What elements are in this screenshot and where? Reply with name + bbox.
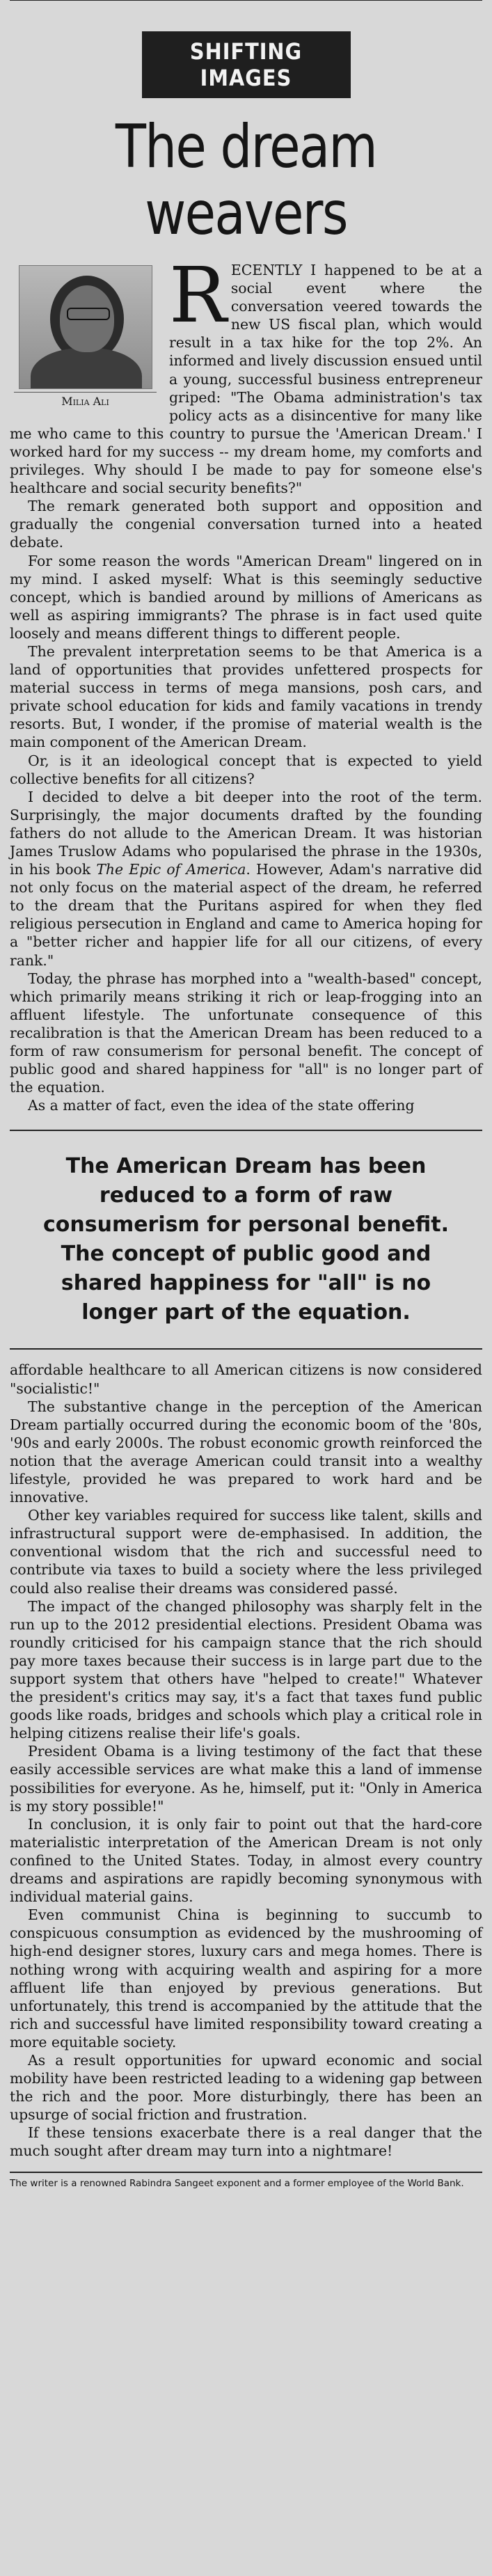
paragraph: In conclusion, it is only fair to point out that the hard-core materialistic interpretation of the American Dream is not only confined to the United States. Today, in almost every country dreams and aspirations are rapidly becoming synonymous with individual material gains. bbox=[10, 1815, 482, 1906]
paragraph: affordable healthcare to all American citizens is now considered "socialistic!" bbox=[10, 1361, 482, 1397]
section-tag: SHIFTING IMAGES bbox=[142, 31, 351, 98]
author-footnote: The writer is a renowned Rabindra Sangeet exponent and a former employee of the World Bank. bbox=[10, 2177, 464, 2189]
article-title: The dream weavers bbox=[115, 112, 377, 248]
paragraph: Other key variables required for success like talent, skills and infrastructural support were de-emphasised. In addition, the conventional wisdom that the rich and successful need to contribute via taxes to build a society where the less privileged could also realise their dreams was considered passé. bbox=[10, 1507, 482, 1597]
paragraph: I decided to delve a bit deeper into the root of the term. Surprisingly, the major documents drafted by the founding fathers do not allude to the American Dream. It was historian James Truslow Adams who popularised the phrase in the 1930s, in his book The Epic of America. However, Adam's narrative did not only focus on the material aspect of the dream, he referred to the dream that the Puritans aspired for when they fled religious persecution in England and came to America hoping for a "better richer and happier life for all our citizens, of every rank." bbox=[10, 788, 482, 969]
paragraph: Even communist China is beginning to succumb to conspicuous consumption as evidenced by the mushrooming of high-end designer stores, luxury cars and mega homes. There is nothing wrong with acquiring wealth and aspiring for a more affluent life than enjoyed by previous generations. But unfortunately, this trend is accompanied by the attitude that the rich and successful have limited responsibility toward creating a more equitable society. bbox=[10, 1906, 482, 2050]
article-body bbox=[10, 251, 482, 2160]
paragraph: If these tensions exacerbate there is a real danger that the much sought after dream may turn into a nightmare! bbox=[10, 2124, 482, 2160]
paragraph: As a result opportunities for upward economic and social mobility have been restricted leading to a widening gap between the rich and the poor. More disturbingly, there has been an upsurge of social friction and frustration. bbox=[10, 2051, 482, 2124]
paragraph: The substantive change in the perception of the American Dream partially occurred during the economic boom of the '80s, '90s and early 2000s. The robust economic growth reinforced the notion that the average American could transit into a wealthy lifestyle, provided he was prepared to work hard and be innovative. bbox=[10, 1398, 482, 1506]
paragraph: For some reason the words "American Dream" lingered on in my mind. I asked myself: What is this seemingly seductive concept, which is bandied around by millions of Americans as well as aspiring immigrants? The phrase is in fact used quite loosely and means different things to different people. bbox=[10, 552, 482, 642]
book-title: The Epic of America bbox=[96, 861, 246, 878]
top-rule bbox=[10, 0, 482, 1]
paragraph: As a matter of fact, even the idea of the state offering bbox=[28, 1097, 415, 1114]
paragraph: The remark generated both support and opposition and gradually the congenial conversation turned into a heated debate. bbox=[10, 498, 482, 551]
author-name: Milia Ali bbox=[14, 392, 157, 408]
paragraph: Today, the phrase has morphed into a "wealth-based" concept, which primarily means striking it rich or leap-frogging into an affluent lifestyle. The unfortunate consequence of this recalibration is that the American Dream has been reduced to a form of raw consumerism for personal benefit. The concept of public good and shared happiness for "all" is no longer part of the equation. bbox=[10, 970, 482, 1096]
paragraph-text: I happened to be at a social event where the conversation veered towards the new US fiscal plan, which would result in a tax hike for the top 2%. An informed and lively discussion ensued until a young, successful business entrepreneur griped: "The Obama administration's tax policy acts as a disincentive for many like me who came to this country to pursue the 'American Dream.' I worked hard for my success -- my dream home, my comforts and privileges. Why should I be made to pay for someone else's healthcare and social security benefits?" bbox=[10, 262, 482, 497]
author-photo bbox=[19, 265, 152, 389]
pull-quote: The American Dream has been reduced to a form of raw consumerism for personal benefit. The concept of public good and shared happiness for "all" is no longer part of the equation. bbox=[10, 1130, 482, 1350]
paragraph: President Obama is a living testimony of the fact that these easily accessible services are what make this a land of immense possibilities for everyone. As he, himself, put it: "Only in America is my story possible!" bbox=[10, 1743, 482, 1815]
paragraph: The impact of the changed philosophy was sharply felt in the run up to the 2012 presidential elections. President Obama was roundly criticised for his campaign stance that the rich should pay more taxes because their success is in large part due to the support system that others have "helped to create!" Whatever the president's critics may say, it's a fact that taxes fund public goods like roads, bridges and schools which play a critical role in helping citizens realise their life's goals. bbox=[10, 1597, 482, 1742]
author-box bbox=[14, 265, 157, 408]
dropcap: R bbox=[169, 251, 227, 340]
lead-smallcaps: ECENTLY bbox=[230, 262, 303, 278]
footer-rule bbox=[10, 2172, 482, 2173]
paragraph: The prevalent interpretation seems to be that America is a land of opportunities that provides unfettered prospects for material success in terms of mega mansions, posh cars, and private school education for kids and family vacations in trendy resorts. But, I wonder, if the promise of material wealth is the main component of the American Dream. bbox=[10, 642, 482, 751]
paragraph: Or, is it an ideological concept that is expected to yield collective benefits for all citizens? bbox=[10, 752, 482, 787]
